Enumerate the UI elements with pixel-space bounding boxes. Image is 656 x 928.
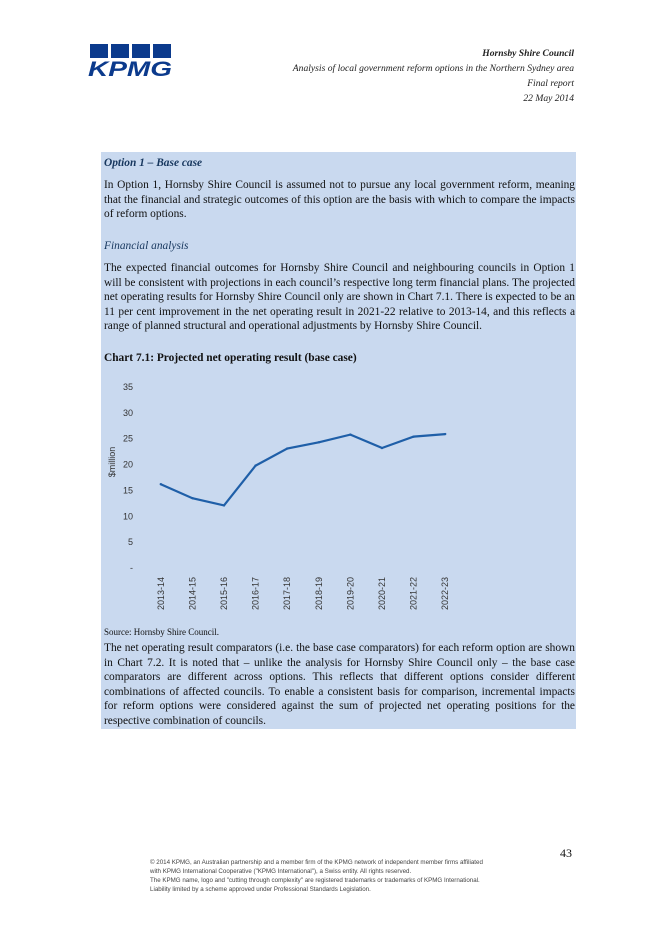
series-line: [161, 434, 445, 505]
header-org: Hornsby Shire Council: [482, 48, 574, 59]
data-point: [349, 433, 351, 435]
data-point: [191, 497, 193, 499]
paragraph-financial: The expected financial outcomes for Hornsby Shire Council and neighbouring councils in Option 1 will be consistent with projections in each council’s respective long term financial plans. The projected net operating results for Hornsby Shire Council only are shown in Chart 7.1. There is expected to be an 11 per cent improvement in the net operating result in 2021-22 relative to 2013-14, and this reflects a range of planned structural and operational adjustments by Hornsby Shire Council.: [104, 262, 575, 332]
footer-line: © 2014 KPMG, an Australian partnership and a member firm of the KPMG network of independent member firms affiliated: [150, 859, 483, 866]
data-point: [381, 447, 383, 449]
x-tick-label: 2017-18: [282, 577, 293, 611]
net-operating-result-chart: [101, 372, 501, 617]
data-point: [412, 435, 414, 437]
x-tick-label: 2020-21: [377, 577, 387, 611]
data-point: [444, 433, 446, 435]
section-title: Financial analysis: [104, 240, 189, 252]
header-report: Final report: [527, 78, 574, 89]
x-tick-label: 2019-20: [345, 577, 356, 611]
x-tick-label: 2015-16: [219, 577, 229, 611]
x-tick-label: 2021-22: [408, 577, 419, 611]
footer-line: The KPMG name, logo and "cutting through complexity" are registered trademarks or trademarks of KPMG International.: [150, 877, 480, 885]
x-tick-label: 2013-14: [155, 577, 166, 611]
y-tick-label: 25: [122, 433, 133, 444]
x-tick-label: 2014-15: [187, 577, 198, 611]
page-header: [293, 46, 574, 106]
paragraph-comparators: The net operating result comparators (i.e. the base case comparators) for each reform option are shown in Chart 7.2. It is noted that – unlike the analysis for Hornsby Shire Council only – the base case comparators are different across options. This reflects that different options consider different combinations of affected councils. To enable a consistent basis for comparison, incremental impacts for reform options were considered against the sum of projected net operating positions for the respective combination of councils.: [104, 642, 575, 727]
y-tick-label: 10: [122, 511, 133, 522]
footer-line: Liability limited by a scheme approved under Professional Standards Legislation.: [150, 885, 371, 893]
data-point: [254, 464, 256, 466]
x-tick-label: 2022-23: [440, 577, 451, 611]
data-point: [160, 483, 162, 485]
x-tick-label: 2016-17: [250, 577, 261, 611]
option-title: Option 1 – Base case: [104, 157, 203, 169]
y-tick-label: 5: [127, 537, 133, 548]
y-tick-label: 20: [122, 459, 133, 470]
page-number: 43: [560, 846, 572, 860]
x-tick-label: 2018-19: [313, 577, 324, 611]
logo-text: KPMG: [88, 58, 172, 78]
header-date: 22 May 2014: [523, 93, 574, 104]
data-point: [223, 504, 225, 506]
chart-source: Source: Hornsby Shire Council.: [104, 627, 219, 637]
data-point: [286, 447, 288, 449]
header-subtitle: Analysis of local government reform options in the Northern Sydney area: [292, 63, 574, 74]
paragraph-intro: In Option 1, Hornsby Shire Council is assumed not to pursue any local government reform, meaning that the financial and strategic outcomes of this option are the basis with which to compare the impacts of reform options.: [104, 179, 575, 220]
y-axis-label: $million: [107, 446, 117, 478]
kpmg-logo: [88, 44, 174, 78]
y-tick-label: 30: [122, 407, 133, 418]
y-tick-label: 15: [122, 485, 133, 496]
footer-line: with KPMG International Cooperative ("KPMG International"), a Swiss entity. All rights reserved.: [150, 867, 412, 875]
legal-footer: [150, 859, 530, 894]
chart-title: Chart 7.1: Projected net operating result (base case): [104, 352, 357, 364]
data-point: [318, 441, 320, 443]
y-tick-label: 35: [122, 382, 133, 392]
y-tick-label: -: [130, 563, 133, 573]
